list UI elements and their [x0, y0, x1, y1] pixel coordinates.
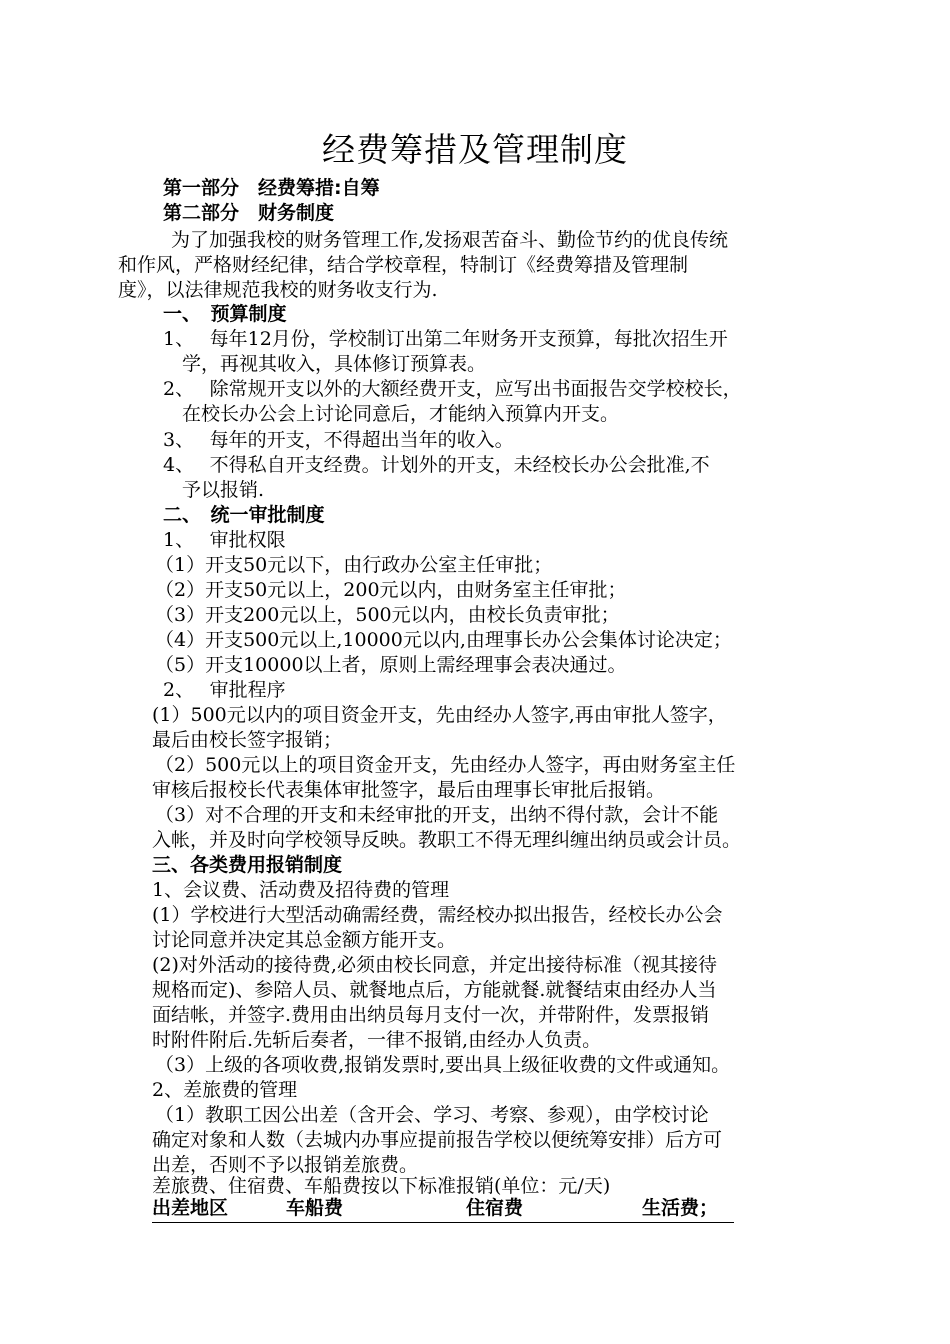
- procedure-line: （3）对不合理的开支和未经审批的开支，出纳不得付款，会计不能: [155, 804, 719, 826]
- meeting-line: 讨论同意并决定其总金额方能开支。: [152, 929, 457, 951]
- intro-line: 度》，以法律规范我校的财务收支行为.: [118, 279, 438, 301]
- travel-line: 差旅费、住宿费、车船费按以下标准报销(单位：元/天): [152, 1175, 611, 1197]
- budget-item: 4、 不得私自开支经费。计划外的开支，未经校长办公会批准,不: [163, 454, 710, 476]
- meeting-line: （3）上级的各项收费,报销发票时,要出具上级征收费的文件或通知。: [155, 1054, 731, 1076]
- meeting-line: 面结帐，并签字.费用由出纳员每月支付一次，并带附件，发票报销: [152, 1004, 710, 1026]
- table-header-cell: 车船费: [286, 1197, 344, 1219]
- subheading: 1、 审批权限: [163, 529, 286, 551]
- authority-item: （1）开支50元以下，由行政办公室主任审批；: [155, 554, 553, 576]
- budget-item: 予以报销.: [182, 479, 265, 501]
- subheading: 2、 审批程序: [163, 679, 286, 701]
- section2-heading: 二、 统一审批制度: [163, 504, 325, 526]
- subheading: 2、差旅费的管理: [152, 1079, 298, 1101]
- section1-heading: 一、 预算制度: [163, 303, 287, 325]
- authority-item: （3）开支200元以上，500元以内，由校长负责审批；: [155, 604, 620, 626]
- authority-item: （2）开支50元以上，200元以内，由财务室主任审批；: [155, 579, 627, 601]
- intro-line: 和作风，严格财经纪律，结合学校章程，特制订《经费筹措及管理制: [118, 254, 689, 276]
- meeting-line: 规格而定)、参陪人员、就餐地点后，方能就餐.就餐结束由经办人当: [152, 979, 717, 1001]
- table-header-cell: 住宿费: [466, 1197, 524, 1219]
- procedure-line: (1）500元以内的项目资金开支，先由经办人签字,再由审批人签字，: [152, 704, 727, 726]
- document-title: 经费筹措及管理制度: [322, 130, 628, 169]
- part1-heading: 第一部分 经费筹措:自筹: [163, 177, 380, 199]
- procedure-line: 入帐，并及时向学校领导反映。教职工不得无理纠缠出纳员或会计员。: [152, 829, 742, 851]
- table-header-cell: 生活费；: [642, 1197, 719, 1219]
- table-header-row: [152, 1196, 734, 1223]
- authority-item: （4）开支500元以上,10000元以内,由理事长办公会集体讨论决定；: [155, 629, 732, 651]
- part2-heading: 第二部分 财务制度: [163, 202, 335, 224]
- travel-line: 出差，否则不予以报销差旅费。: [152, 1154, 419, 1176]
- meeting-line: 时附件附后.先斩后奏者，一律不报销,由经办人负责。: [152, 1029, 602, 1051]
- subheading: 1、会议费、活动费及招待费的管理: [152, 879, 450, 901]
- meeting-line: (1）学校进行大型活动确需经费，需经校办拟出报告，经校长办公会: [152, 904, 723, 926]
- procedure-line: （2）500元以上的项目资金开支，先由经办人签字，再由财务室主任: [155, 754, 736, 776]
- procedure-line: 审核后报校长代表集体审批签字，最后由理事长审批后报销。: [152, 779, 666, 801]
- budget-item: 3、 每年的开支，不得超出当年的收入。: [163, 429, 514, 451]
- budget-item: 2、 除常规开支以外的大额经费开支，应写出书面报告交学校校长，: [163, 378, 742, 400]
- procedure-line: 最后由校长签字报销；: [152, 729, 343, 751]
- budget-item: 在校长办公会上讨论同意后，才能纳入预算内开支。: [182, 403, 620, 425]
- meeting-line: (2)对外活动的接待费,必须由校长同意，并定出接待标准（视其接待: [152, 954, 717, 976]
- budget-item: 1、 每年12月份，学校制订出第二年财务开支预算，每批次招生开: [163, 328, 728, 350]
- budget-item: 学，再视其收入，具体修订预算表。: [182, 353, 487, 375]
- travel-line: 确定对象和人数（去城内办事应提前报告学校以便统筹安排）后方可: [152, 1129, 723, 1151]
- authority-item: （5）开支10000以上者，原则上需经理事会表决通过。: [155, 654, 627, 676]
- table-header-cell: 出差地区: [152, 1197, 229, 1219]
- intro-line: 为了加强我校的财务管理工作,发扬艰苦奋斗、勤俭节约的优良传统: [171, 229, 729, 251]
- section3-heading: 三、各类费用报销制度: [152, 854, 343, 876]
- travel-line: （1）教职工因公出差（含开会、学习、考察、参观），由学校讨论: [155, 1104, 709, 1126]
